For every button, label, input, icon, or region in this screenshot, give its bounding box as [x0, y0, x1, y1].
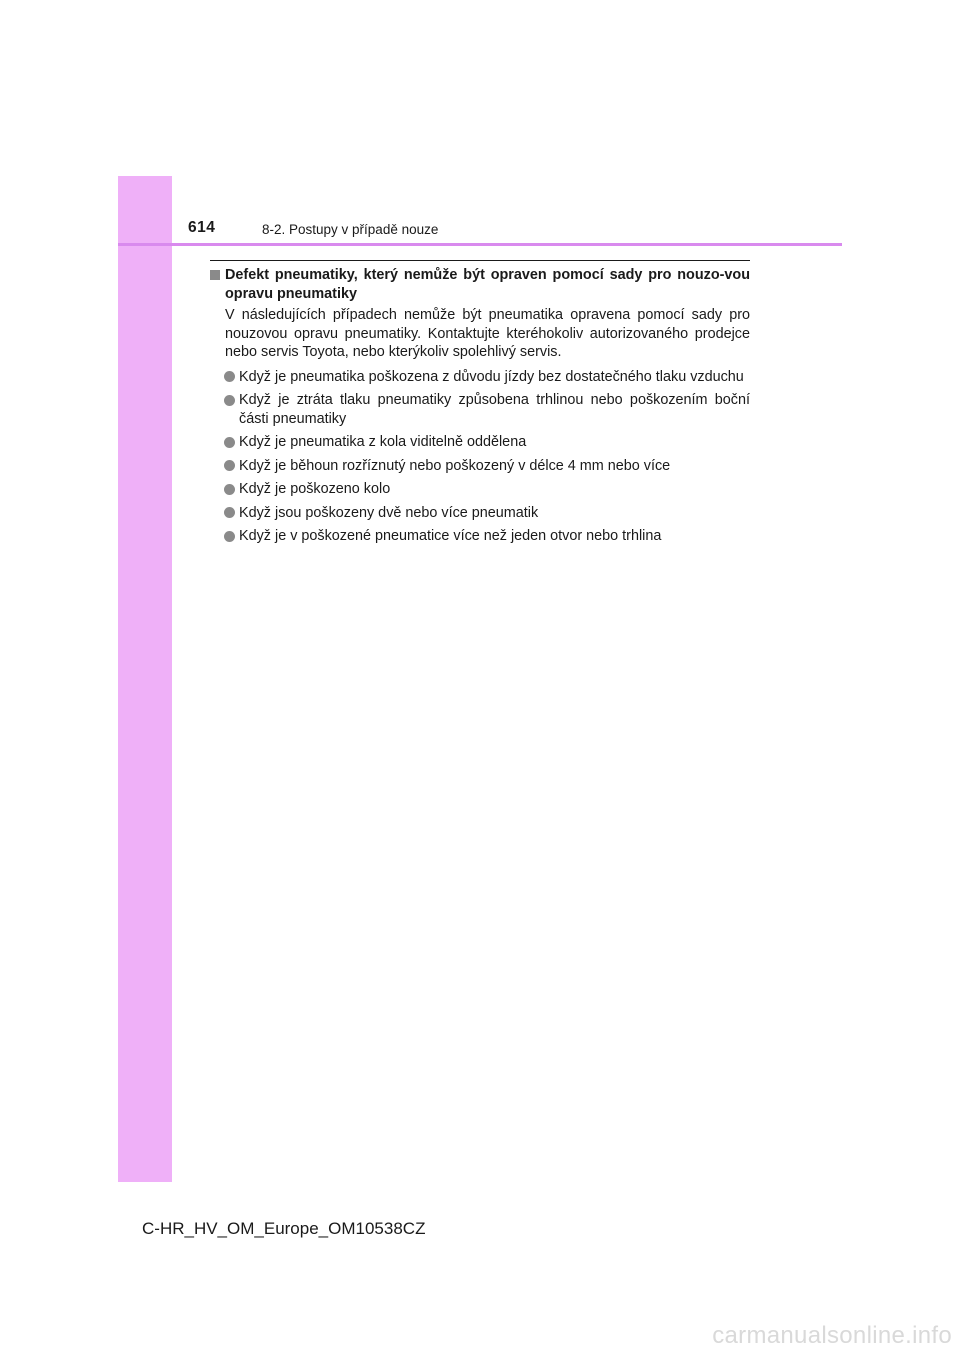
section-title: 8-2. Postupy v případě nouze [262, 222, 439, 237]
list-item-text: Když je pneumatika z kola viditelně oddělena [239, 434, 527, 450]
content-block [210, 266, 750, 551]
chapter-sidebar-tab [118, 176, 172, 1182]
content-divider [210, 260, 750, 261]
list-item-text: Když je ztráta tlaku pneumatiky způsobena trhlinou nebo poškozením boční části pneumatiky [239, 392, 750, 427]
circle-bullet-icon [224, 460, 235, 471]
circle-bullet-icon [224, 484, 235, 495]
circle-bullet-icon [224, 395, 235, 406]
topic-heading [210, 266, 750, 303]
topic-heading-text: Defekt pneumatiky, který nemůže být opraven pomocí sady pro nouzo-vou opravu pneumatiky [225, 267, 750, 302]
header-divider [118, 243, 842, 246]
watermark: carmanualsonline.info [712, 1322, 952, 1349]
circle-bullet-icon [224, 507, 235, 518]
square-bullet-icon [210, 270, 220, 280]
list-item [224, 457, 750, 476]
document-code: C-HR_HV_OM_Europe_OM10538CZ [142, 1219, 426, 1238]
circle-bullet-icon [224, 371, 235, 382]
list-item [224, 433, 750, 452]
circle-bullet-icon [224, 531, 235, 542]
list-item [224, 368, 750, 387]
list-item [224, 527, 750, 546]
page-number: 614 [188, 219, 216, 236]
topic-paragraph: V následujících případech nemůže být pneumatika opravena pomocí sady pro nouzovou opravu pneumatiky. Kontaktujte kteréhokoliv autorizovaného prodejce nebo servis Toyota, nebo kterýkoliv spolehlivý servis. [225, 307, 750, 360]
list-item-text: Když jsou poškozeny dvě nebo více pneumatik [239, 504, 539, 521]
conditions-list [210, 368, 750, 546]
list-item-text: Když je v poškozené pneumatice více než jeden otvor nebo trhlina [239, 528, 662, 544]
list-item-text: Když je pneumatika poškozena z důvodu jízdy bez dostatečného tlaku vzduchu [239, 368, 744, 385]
list-item [224, 391, 750, 428]
list-item-text: Když je běhoun rozříznutý nebo poškozený v délce 4 mm nebo více [239, 457, 671, 474]
list-item-text: Když je poškozeno kolo [239, 481, 391, 497]
list-item [224, 480, 750, 499]
list-item [224, 504, 750, 523]
circle-bullet-icon [224, 437, 235, 448]
